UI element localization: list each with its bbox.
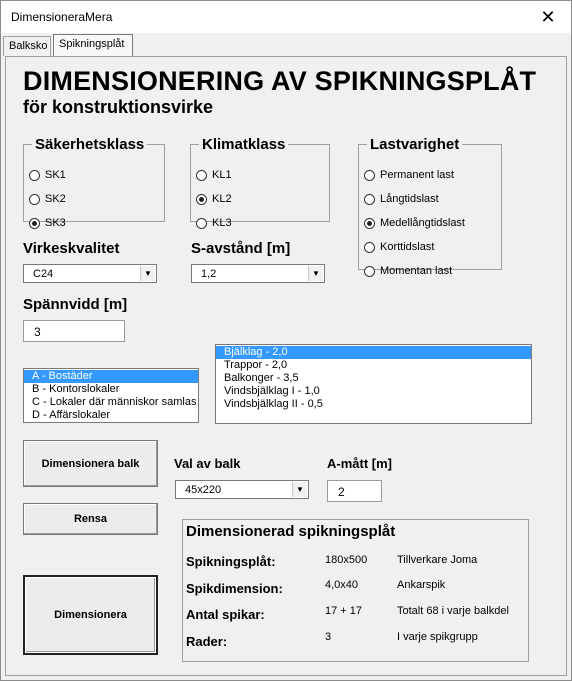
radio-circle-icon[interactable] <box>29 170 40 181</box>
tab-spikningsplat[interactable]: Spikningsplåt <box>53 34 133 57</box>
result-value: 3 <box>325 631 332 643</box>
klimatklass-label: Klimatklass <box>202 136 286 153</box>
radio-korttidslast[interactable] <box>364 241 434 253</box>
dimensionera-balk-button[interactable]: Dimensionera balk <box>23 440 158 487</box>
a-matt-input[interactable] <box>327 480 382 502</box>
category-listbox[interactable] <box>23 368 199 423</box>
result-note: Totalt 68 i varje balkdel <box>397 605 509 617</box>
list-item[interactable]: A - Bostäder <box>24 370 198 383</box>
title-bar <box>1 1 571 33</box>
radio-kl1[interactable] <box>196 169 232 181</box>
result-label: Spikdimension: <box>186 581 283 596</box>
list-item[interactable]: D - Affärslokaler <box>32 409 111 421</box>
close-icon[interactable]: ✕ <box>540 6 556 27</box>
list-item[interactable]: Bjälklag - 2,0 <box>216 346 531 359</box>
result-title: Dimensionerad spikningsplåt <box>186 523 396 540</box>
radio-label: KL1 <box>212 169 232 181</box>
radio-medellangtidslast[interactable] <box>364 217 465 229</box>
chevron-down-icon[interactable]: ▼ <box>140 266 155 281</box>
radio-langtidslast[interactable] <box>364 193 439 205</box>
s-avstand-select[interactable] <box>191 264 325 283</box>
radio-sk2[interactable] <box>29 193 66 205</box>
dimensionera-button[interactable]: Dimensionera <box>23 575 158 655</box>
result-note: Tillverkare Joma <box>397 554 478 566</box>
val-av-balk-label: Val av balk <box>174 456 241 471</box>
lastvarighet-frame <box>358 136 502 277</box>
radio-checked-icon[interactable] <box>196 194 207 205</box>
list-item[interactable]: Vindsbjälklag I - 1,0 <box>224 385 320 397</box>
result-frame <box>182 519 529 662</box>
input-value: 2 <box>338 485 345 499</box>
list-item[interactable]: C - Lokaler där människor samlas <box>32 396 197 408</box>
radio-permanent-last[interactable] <box>364 169 454 181</box>
select-value: 1,2 <box>201 268 217 280</box>
radio-kl3[interactable] <box>196 217 232 229</box>
result-note: Ankarspik <box>397 579 446 591</box>
radio-sk3[interactable] <box>29 217 66 229</box>
virkeskvalitet-label: Virkeskvalitet <box>23 240 120 257</box>
list-item[interactable]: Trappor - 2,0 <box>224 359 288 371</box>
radio-label: Permanent last <box>380 169 454 181</box>
load-type-listbox[interactable] <box>215 344 532 424</box>
virkeskvalitet-select[interactable] <box>23 264 157 283</box>
radio-momentan-last[interactable] <box>364 265 452 277</box>
list-item[interactable]: Balkonger - 3,5 <box>224 372 299 384</box>
spannvidd-label: Spännvidd [m] <box>23 296 128 313</box>
lastvarighet-label: Lastvarighet <box>370 136 460 153</box>
radio-label: Korttidslast <box>380 241 435 253</box>
radio-circle-icon[interactable] <box>364 194 375 205</box>
radio-circle-icon[interactable] <box>196 170 207 181</box>
page-title: DIMENSIONERING AV SPIKNINGSPLÅT <box>23 66 537 96</box>
result-label: Antal spikar: <box>186 607 265 622</box>
result-value: 17 + 17 <box>325 605 363 617</box>
radio-checked-icon[interactable] <box>364 218 375 229</box>
sakerhetsklass-frame <box>23 136 165 229</box>
a-matt-label: A-mått [m] <box>327 456 392 471</box>
radio-label: Momentan last <box>380 265 453 277</box>
page-subtitle: för konstruktionsvirke <box>23 97 214 117</box>
radio-label: Långtidslast <box>380 193 439 205</box>
radio-label: SK1 <box>45 169 66 181</box>
radio-circle-icon[interactable] <box>364 242 375 253</box>
radio-sk1[interactable] <box>29 169 66 181</box>
result-value: 4,0x40 <box>325 579 359 591</box>
radio-label: KL2 <box>212 193 232 205</box>
s-avstand-label: S-avstånd [m] <box>191 240 291 257</box>
input-value: 3 <box>34 325 41 339</box>
radio-checked-icon[interactable] <box>29 218 40 229</box>
result-note: I varje spikgrupp <box>397 631 478 643</box>
radio-circle-icon[interactable] <box>364 266 375 277</box>
select-value: C24 <box>33 268 54 280</box>
radio-circle-icon[interactable] <box>29 194 40 205</box>
tab-page-spikningsplat <box>5 56 567 676</box>
chevron-down-icon[interactable]: ▼ <box>308 266 323 281</box>
chevron-down-icon[interactable]: ▼ <box>292 482 307 497</box>
list-item[interactable]: B - Kontorslokaler <box>32 383 120 395</box>
radio-label: SK3 <box>45 217 66 229</box>
list-item[interactable]: Vindsbjälklag II - 0,5 <box>224 398 323 410</box>
val-av-balk-select[interactable] <box>175 480 309 499</box>
radio-label: KL3 <box>212 217 232 229</box>
select-value: 45x220 <box>185 484 222 496</box>
radio-label: SK2 <box>45 193 66 205</box>
window-title: DimensioneraMera <box>11 10 113 24</box>
result-label: Spikningsplåt: <box>186 554 276 569</box>
radio-kl2[interactable] <box>196 193 232 205</box>
radio-circle-icon[interactable] <box>364 170 375 181</box>
radio-label: Medellångtidslast <box>380 217 465 229</box>
tab-balksko[interactable]: Balksko <box>3 36 51 56</box>
sakerhetsklass-label: Säkerhetsklass <box>35 136 145 153</box>
result-label: Rader: <box>186 634 228 649</box>
radio-circle-icon[interactable] <box>196 218 207 229</box>
klimatklass-frame <box>190 136 330 229</box>
rensa-button[interactable]: Rensa <box>23 503 158 535</box>
result-value: 180x500 <box>325 554 368 566</box>
spannvidd-input[interactable] <box>23 320 125 342</box>
